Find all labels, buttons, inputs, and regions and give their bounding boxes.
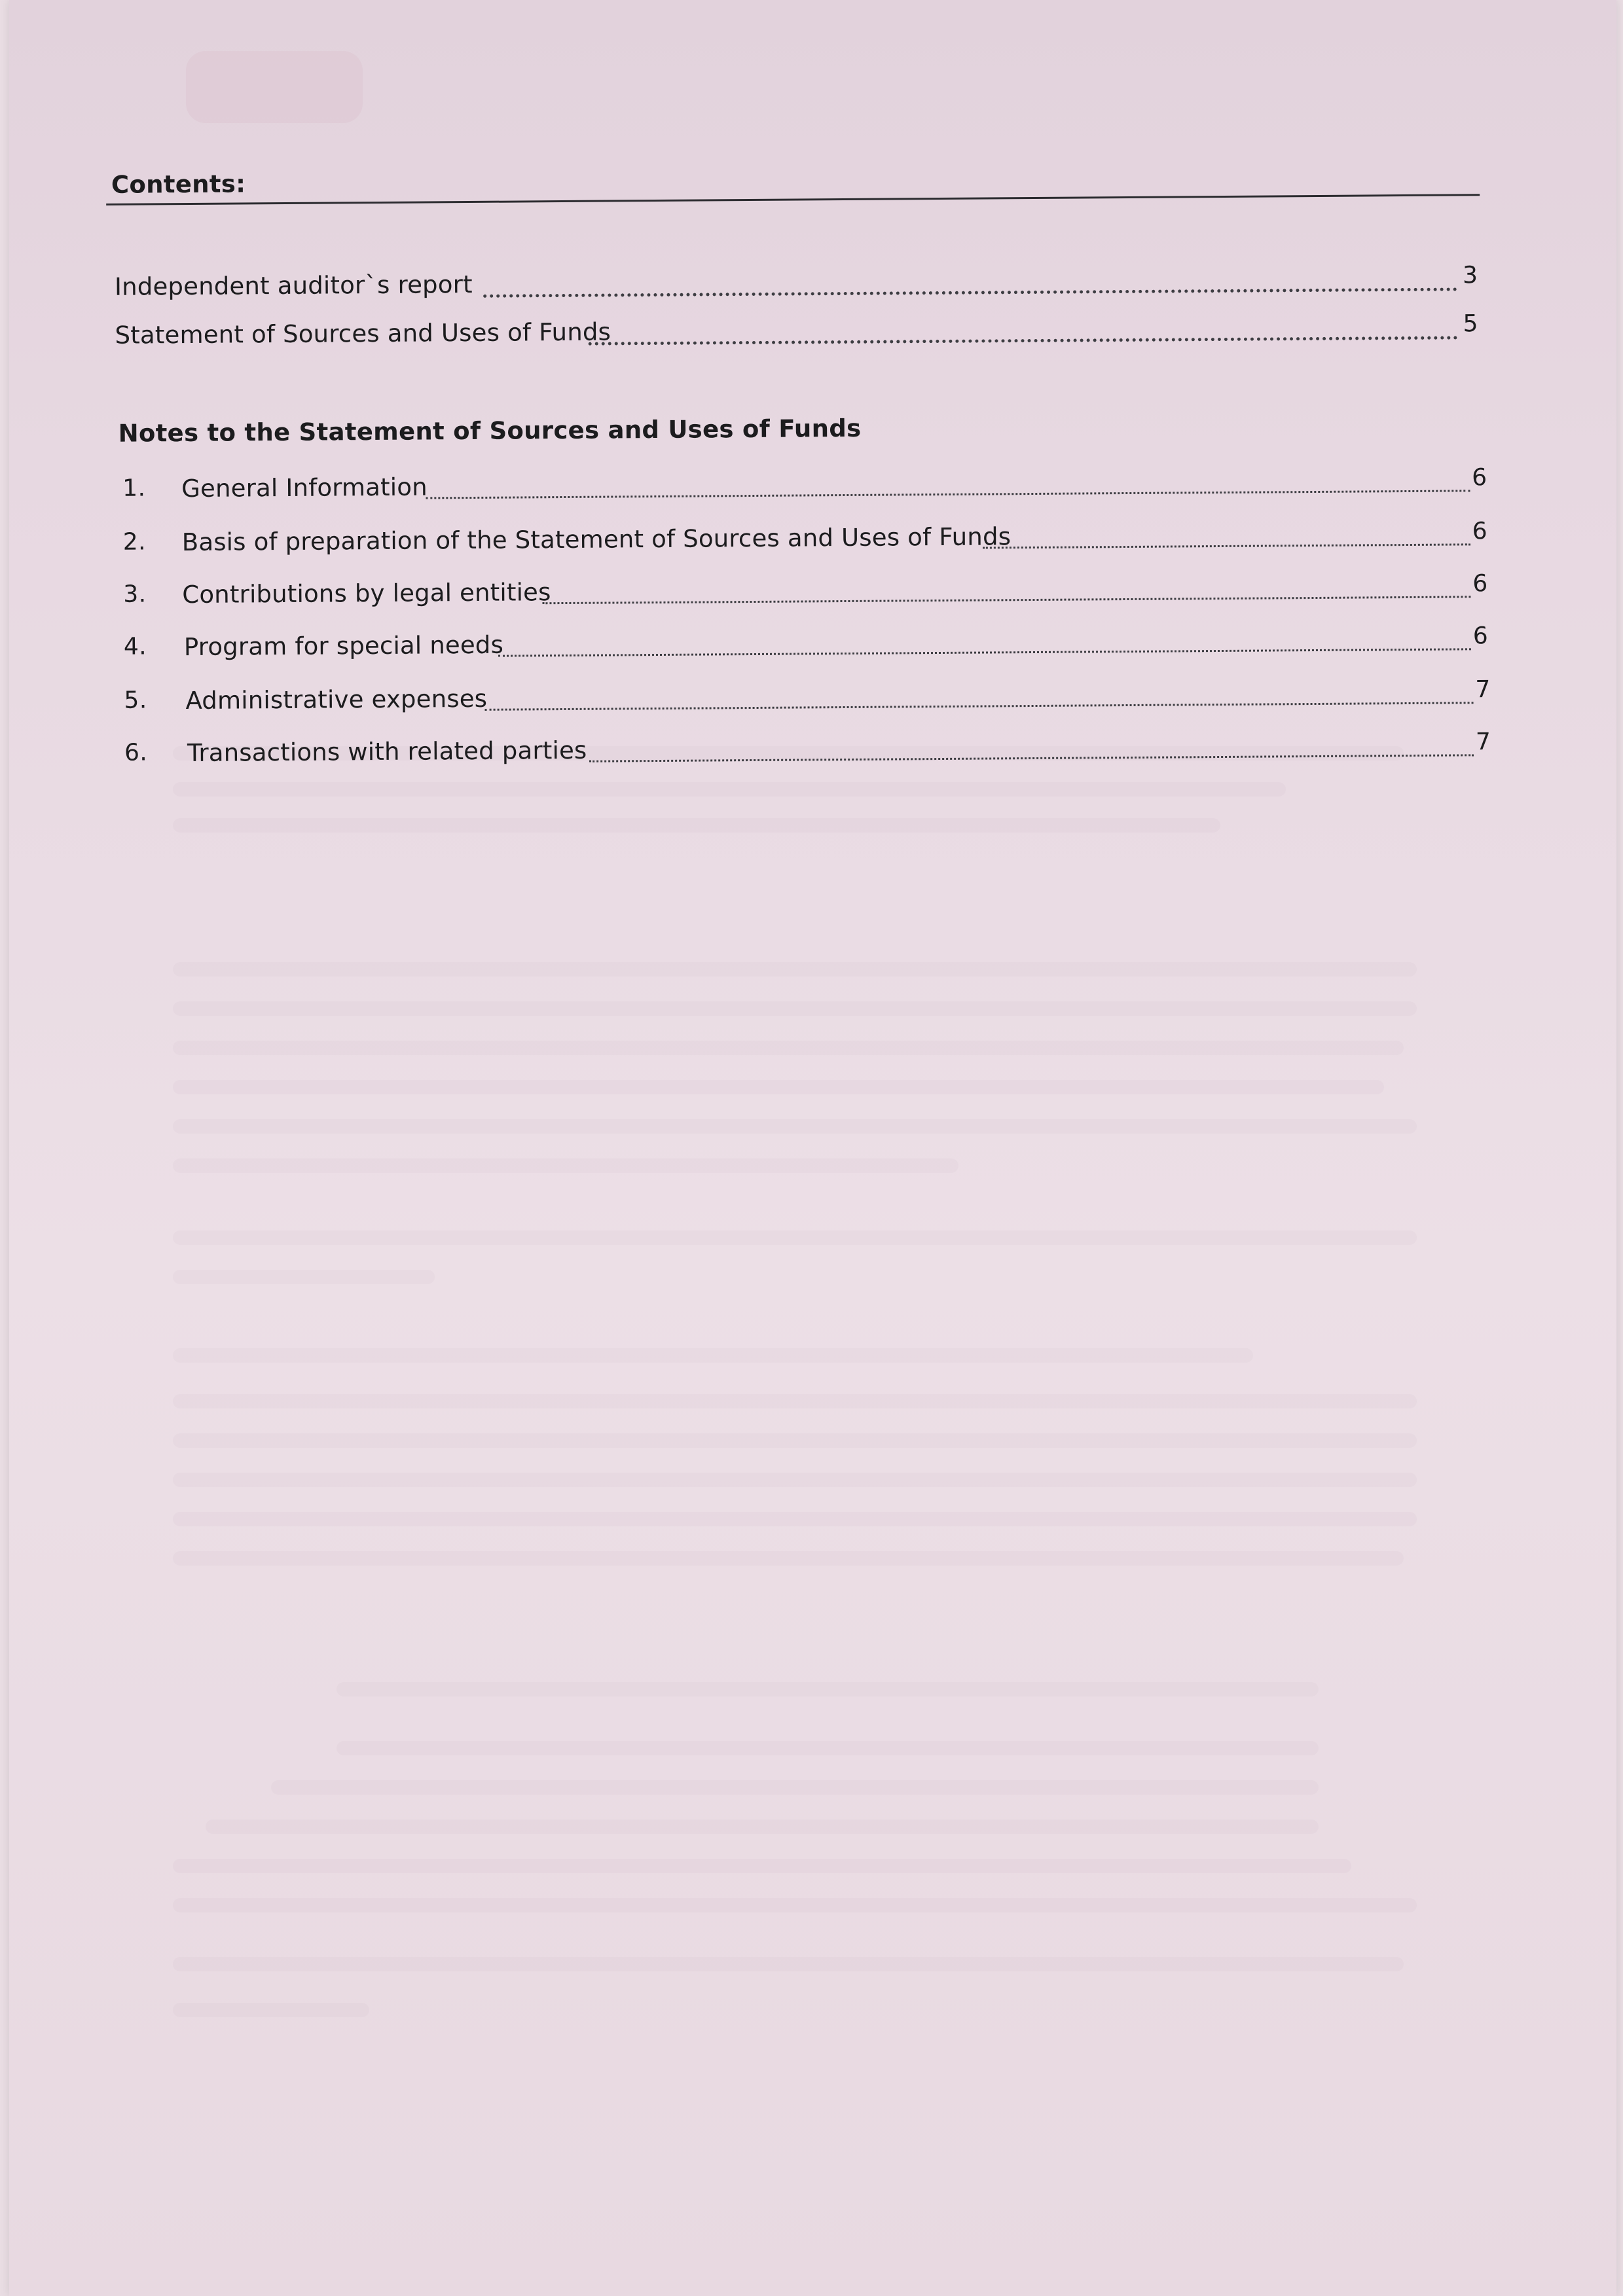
- toc-note-number: 4.: [123, 633, 147, 660]
- toc-note-number: 3.: [123, 581, 147, 608]
- toc-leader-dots: [498, 648, 1471, 656]
- toc-entry-title: Statement of Sources and Uses of Funds: [115, 317, 611, 350]
- toc-leader-dots: [483, 287, 1457, 297]
- contents-underline: [106, 194, 1480, 206]
- toc-entry-title: Independent auditor`s report: [114, 270, 473, 301]
- toc-note-title: Administrative expenses: [185, 684, 488, 715]
- toc-note-page: 6: [1472, 622, 1488, 650]
- toc-note-number: 6.: [124, 739, 148, 766]
- toc-note-1[interactable]: [3, 465, 1623, 512]
- toc-note-page: 6: [1472, 518, 1487, 545]
- toc-leader-dots: [589, 336, 1458, 345]
- toc-entry-auditors-report[interactable]: [2, 262, 1623, 310]
- toc-note-title: Program for special needs: [183, 630, 504, 662]
- toc-note-6[interactable]: [5, 729, 1623, 777]
- toc-note-number: 5.: [124, 687, 147, 714]
- toc-leader-dots: [983, 543, 1470, 548]
- toc-note-title: Basis of preparation of the Statement of Sources and Uses of Funds: [181, 522, 1012, 557]
- toc-note-number: 1.: [122, 475, 146, 502]
- toc-note-5[interactable]: [5, 677, 1623, 725]
- toc-note-title: General Information: [181, 473, 428, 503]
- toc-note-4[interactable]: [5, 623, 1623, 671]
- notes-heading: Notes to the Statement of Sources and Uses of Funds: [118, 414, 862, 448]
- toc-leader-dots: [589, 754, 1474, 762]
- toc-note-title: Transactions with related parties: [187, 736, 587, 768]
- toc-note-2[interactable]: [4, 518, 1623, 566]
- toc-entry-page: 5: [1463, 310, 1478, 338]
- toc-note-page: 6: [1472, 464, 1487, 492]
- toc-leader-dots: [542, 596, 1470, 604]
- toc-leader-dots: [485, 702, 1474, 711]
- contents-title: Contents:: [111, 170, 246, 199]
- toc-leader-dots: [426, 490, 1470, 499]
- toc-note-page: 7: [1475, 728, 1491, 756]
- toc-note-page: 6: [1472, 570, 1488, 598]
- toc-note-3[interactable]: [4, 571, 1623, 619]
- toc-note-title: Contributions by legal entities: [182, 578, 551, 609]
- toc-note-page: 7: [1475, 676, 1491, 704]
- toc-entry-page: 3: [1462, 262, 1478, 289]
- toc-note-number: 2.: [122, 528, 147, 556]
- toc-entry-statement[interactable]: [2, 311, 1623, 359]
